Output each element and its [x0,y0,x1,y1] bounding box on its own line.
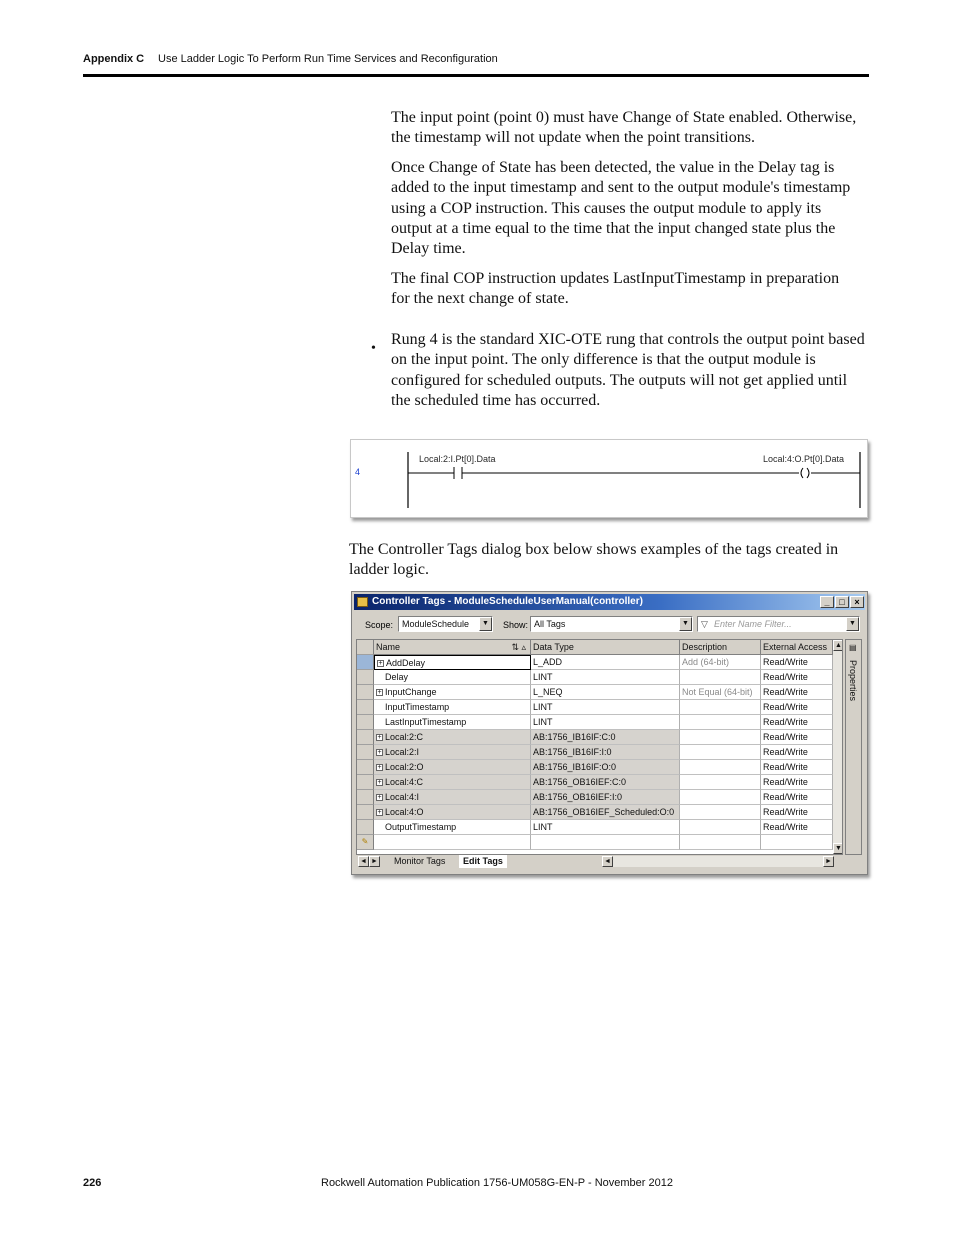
paragraph-rung4: Rung 4 is the standard XIC-OTE rung that controls the output point based on the input point. The only difference is that the output module is configured for scheduled outputs. The outputs will not get applied until the scheduled time has occurred. [391,331,865,409]
horizontal-scrollbar[interactable] [613,856,823,867]
appendix-label: Appendix C [83,53,145,65]
new-tag-row[interactable] [357,835,843,850]
row-selector[interactable] [357,760,374,775]
tab-edit-tags[interactable]: Edit Tags [459,855,507,868]
tag-description-cell[interactable] [680,700,761,715]
tag-description-cell[interactable] [680,775,761,790]
tag-description-cell[interactable] [680,730,761,745]
xic-tag-label: Local:2:I.Pt[0].Data [419,454,496,464]
tag-view-tabs [356,855,843,869]
table-row[interactable] [357,775,843,790]
tag-description-cell[interactable] [680,820,761,835]
row-selector[interactable] [357,655,374,670]
sort-icon[interactable]: ⇅ ▵ [511,642,526,652]
new-tag-name[interactable] [374,835,531,850]
tag-access-cell[interactable]: Read/Write [761,655,833,670]
ote-tag-label: Local:4:O.Pt[0].Data [763,454,845,464]
tag-name-cell[interactable] [374,790,531,805]
pencil-icon: ✎ [357,835,374,850]
table-row[interactable] [357,685,843,700]
row-selector[interactable] [357,805,374,820]
grid-header [357,640,843,655]
column-name-label: Name [376,642,401,652]
properties-tab[interactable]: Properties [848,660,858,702]
ladder-rung-diagram [351,440,867,517]
properties-icon: ▤ [849,643,857,652]
scope-value: ModuleSchedule [402,619,470,629]
new-tag-access[interactable] [761,835,833,850]
tag-type-cell[interactable]: AB:1756_IB16IF:C:0 [531,730,680,745]
rung-number: 4 [355,467,361,477]
tag-name-cell[interactable] [374,730,531,745]
paragraph-tags-intro: The Controller Tags dialog box below shows examples of the tags created in ladder logic. [349,541,839,579]
tag-access-cell[interactable]: Read/Write [761,775,833,790]
row-selector[interactable] [357,715,374,730]
minimize-button[interactable]: _ [820,596,834,608]
tag-type-cell[interactable]: LINT [531,700,680,715]
tab-scroll-right[interactable]: ► [369,856,380,867]
table-row[interactable] [357,820,843,835]
table-row[interactable] [357,670,843,685]
table-row[interactable] [357,790,843,805]
chevron-down-icon[interactable]: ▼ [479,617,492,631]
show-label: Show: [503,620,529,630]
tag-name-cell[interactable] [374,655,531,670]
paragraph-delay: Once Change of State has been detected, the value in the Delay tag is added to the input timestamp and sent to the output module's timestamp using a COP instruction. This causes the output module to apply its output at a time equal to the time that the input changed state plus the Delay time. [391,159,851,258]
tag-description-cell[interactable] [680,760,761,775]
paragraph-cos: The input point (point 0) must have Change of State enabled. Otherwise, the timestamp will not update when the point transitions. [391,109,857,147]
chevron-down-icon[interactable]: ▼ [679,617,692,631]
tag-type-cell[interactable]: AB:1756_OB16IEF_Scheduled:O:0 [531,805,680,820]
row-selector[interactable] [357,775,374,790]
filter-icon: ▽ [701,619,708,629]
tags-grid[interactable] [356,639,843,855]
show-value: All Tags [534,619,566,629]
expand-plus-icon[interactable]: + [377,764,382,772]
row-selector[interactable] [357,670,374,685]
tag-name: InputTimestamp [385,702,450,712]
header-corner [357,640,374,655]
tag-name: Local:4:C [385,777,424,787]
column-description[interactable]: Description [680,640,761,655]
tag-access-cell[interactable]: Read/Write [761,790,833,805]
tag-type-cell[interactable]: AB:1756_OB16IEF:I:0 [531,790,680,805]
expand-plus-icon[interactable]: + [378,660,383,668]
tag-access-cell[interactable]: Read/Write [761,685,833,700]
expand-plus-icon[interactable]: + [377,749,382,757]
properties-side-panel[interactable] [845,639,862,855]
tag-name-cell[interactable] [374,715,531,730]
scroll-up-arrow[interactable]: ▲ [833,640,843,651]
table-row[interactable] [357,805,843,820]
expand-plus-icon[interactable]: + [377,779,382,787]
column-external-access[interactable]: External Access [761,640,833,655]
tab-monitor-tags[interactable]: Monitor Tags [394,856,446,866]
tag-name-cell[interactable] [374,820,531,835]
row-selector[interactable] [357,730,374,745]
tag-name: AddDelay [386,658,426,668]
row-selector[interactable] [357,820,374,835]
tag-description-cell[interactable]: Add (64-bit) [680,655,761,670]
expand-plus-icon[interactable]: + [377,809,382,817]
new-tag-desc[interactable] [680,835,761,850]
tag-type-cell[interactable]: AB:1756_IB16IF:O:0 [531,760,680,775]
paragraph-final-cop: The final COP instruction updates LastInputTimestamp in preparation for the next change of state. [391,270,840,308]
tag-access-cell[interactable]: Read/Write [761,670,833,685]
controller-tags-dialog [351,591,868,875]
dialog-title: Controller Tags - ModuleScheduleUserManual(controller) [372,596,643,607]
tag-name-cell[interactable] [374,685,531,700]
table-row[interactable] [357,655,843,670]
table-row[interactable] [357,715,843,730]
running-header [83,53,498,65]
tag-type-cell[interactable]: LINT [531,670,680,685]
hscroll-right-arrow[interactable]: ► [823,856,834,867]
tag-access-cell[interactable]: Read/Write [761,820,833,835]
tag-name: LastInputTimestamp [385,717,467,727]
tag-name: Local:2:I [385,747,420,757]
header-title: Use Ladder Logic To Perform Run Time Services and Reconfiguration [158,53,498,65]
close-button[interactable]: × [850,596,864,608]
tag-name: OutputTimestamp [385,822,457,832]
scroll-down-arrow[interactable]: ▼ [833,843,843,854]
tab-scroll-left[interactable]: ◄ [358,856,369,867]
new-tag-type[interactable] [531,835,680,850]
row-selector[interactable] [357,745,374,760]
publication-info: Rockwell Automation Publication 1756-UM058G-EN-P - November 2012 [321,1177,673,1189]
tag-description-cell[interactable]: Not Equal (64-bit) [680,685,761,700]
header-rule [83,74,869,77]
table-row[interactable] [357,700,843,715]
tag-type-cell[interactable]: L_ADD [531,655,680,670]
tag-name: Local:2:O [385,762,424,772]
tag-access-cell[interactable]: Read/Write [761,700,833,715]
chevron-down-icon[interactable]: ▼ [846,617,859,631]
page-number: 226 [83,1177,102,1189]
tag-type-cell[interactable]: LINT [531,715,680,730]
row-selector[interactable] [357,700,374,715]
row-selector[interactable] [357,790,374,805]
tag-name-cell[interactable] [374,805,531,820]
column-data-type[interactable]: Data Type [531,640,680,655]
tag-name: Local:4:O [385,807,424,817]
tag-name: Delay [385,672,409,682]
tag-name-cell[interactable] [374,760,531,775]
tag-name-cell[interactable] [374,775,531,790]
vertical-scrollbar[interactable] [833,640,843,854]
table-row[interactable] [357,745,843,760]
column-name[interactable] [374,640,531,655]
expand-plus-icon[interactable]: + [377,794,382,802]
tag-type-cell[interactable]: L_NEQ [531,685,680,700]
dialog-titlebar[interactable] [354,594,865,610]
tag-description-cell[interactable] [680,670,761,685]
tag-access-cell[interactable]: Read/Write [761,805,833,820]
expand-plus-icon[interactable]: + [377,689,382,697]
tag-description-cell[interactable] [680,745,761,760]
tag-type-cell[interactable]: AB:1756_OB16IEF:C:0 [531,775,680,790]
ladder-rung-figure [350,439,868,518]
bullet-marker: • [371,341,376,356]
tag-access-cell[interactable]: Read/Write [761,715,833,730]
tag-description-cell[interactable] [680,715,761,730]
name-filter-input[interactable] [697,616,860,632]
table-row[interactable] [357,760,843,775]
tag-type-cell[interactable]: LINT [531,820,680,835]
tag-name-cell[interactable] [374,745,531,760]
tag-description-cell[interactable] [680,805,761,820]
row-selector[interactable] [357,685,374,700]
app-icon [357,597,368,607]
filter-placeholder: Enter Name Filter... [714,619,792,629]
show-select[interactable] [530,616,693,632]
tag-access-cell[interactable]: Read/Write [761,730,833,745]
tag-name-cell[interactable] [374,670,531,685]
tag-name-cell[interactable] [374,700,531,715]
table-row[interactable] [357,730,843,745]
scope-select[interactable] [398,616,493,632]
tag-access-cell[interactable]: Read/Write [761,760,833,775]
tag-description-cell[interactable] [680,790,761,805]
tag-name: Local:4:I [385,792,420,802]
tag-name: Local:2:C [385,732,424,742]
tag-access-cell[interactable]: Read/Write [761,745,833,760]
tag-type-cell[interactable]: AB:1756_IB16IF:I:0 [531,745,680,760]
tag-name: InputChange [385,687,437,697]
maximize-button[interactable]: □ [835,596,849,608]
expand-plus-icon[interactable]: + [377,734,382,742]
hscroll-left-arrow[interactable]: ◄ [602,856,613,867]
scope-label: Scope: [365,620,394,630]
